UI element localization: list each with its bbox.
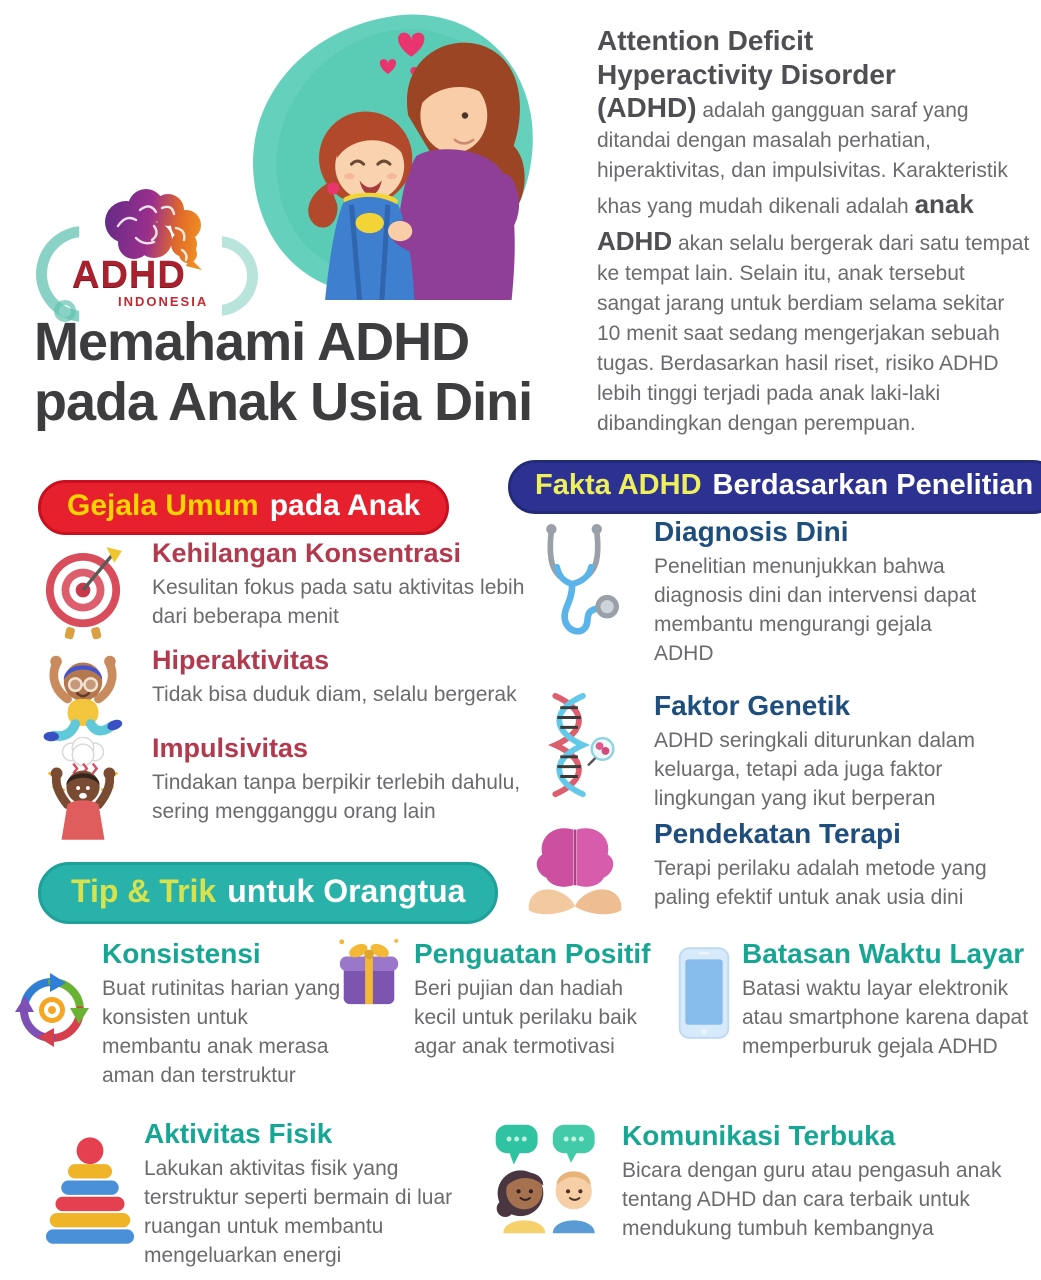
dna-icon [518,690,632,804]
section-badge-gejala [38,480,449,535]
fakta-item-diagnosis [518,516,984,669]
tip-item-desc: Beri pujian dan hadiah kecil untuk perilaku baik agar anak termotivasi [414,977,637,1058]
fakta-item-genetik [518,690,1006,814]
intro-text2: akan selalu bergerak dari satu tempat ke tempat lain. Selain itu, anak tersebut sangat jarang untuk berdiam selama sekitar 10 menit saat sedang mengerjakan sebuah tugas. Berdasarkan hasil riset, risiko ADHD lebih tinggi terjadi pada anak laki-laki dibandingkan dengan perempuan. [597,231,1030,435]
logo-subname: INDONESIA [118,294,209,309]
gift-icon [334,936,404,1013]
badge-fakta-highlight: Fakta ADHD [535,469,702,501]
mother-child-illustration [246,4,540,300]
fakta-item-title: Faktor Genetik [654,690,851,721]
page-title-line2: pada Anak Usia Dini [34,372,533,433]
intro-bold-line1: Attention Deficit [597,25,814,56]
tip-item-penguatan [414,938,668,1062]
tip-item-desc: Lakukan aktivitas fisik yang terstruktur seperti bermain di luar ruangan untuk membantu mengeluarkan energi [144,1157,453,1267]
gejala-item-title: Impulsivitas [152,733,309,763]
brain-hands-icon [518,818,632,918]
intro-bold-line2: Hyperactivity Disorder [597,58,896,90]
section-badge-tips [38,862,498,924]
intro-bold-inline: anak ADHD [597,188,974,256]
tip-item-aktivitas-fisik [144,1118,476,1271]
tip-item-komunikasi [622,1120,1041,1244]
fakta-item-title: Diagnosis Dini [654,516,849,547]
gejala-item-title: Hiperaktivitas [152,645,330,675]
impulsive-child-icon [40,737,126,841]
page-title [34,312,532,433]
children-talking-icon [490,1122,608,1239]
tip-item-desc: Bicara dengan guru atau pengasuh anak tentang ADHD dan cara terbaik untuk mendukung tumbuh kembangnya [622,1159,1002,1240]
tip-item-title: Aktivitas Fisik [144,1118,333,1149]
gejala-item-desc: Kesulitan fokus pada satu aktivitas lebih dari beberapa menit [152,576,525,628]
gejala-item-impulsivitas [40,733,562,841]
tip-item-title: Konsistensi [102,938,261,969]
badge-tips-highlight: Tip & Trik [71,873,217,909]
fakta-item-desc: Terapi perilaku adalah metode yang paling efektif untuk anak usia dini [654,857,987,909]
fakta-item-terapi [518,818,1006,918]
intro-text1: adalah gangguan saraf yang ditandai dengan masalah perhatian, hiperaktivitas, dan impulsivitas. Karakteristik khas yang mudah dikenali adalah [597,99,1008,218]
badge-gejala-highlight: Gejala Umum [67,489,259,522]
adhd-indonesia-logo [30,178,245,323]
tip-item-batasan-layar [742,938,1041,1062]
badge-fakta-rest: Berdasarkan Penelitian [712,469,1034,501]
target-icon [40,542,126,644]
fakta-item-desc: Penelitian menunjukkan bahwa diagnosis dini dan intervensi dapat membantu mengurangi gejala ADHD [654,555,977,665]
section-badge-fakta [508,460,1041,514]
cycle-arrows-icon [12,970,92,1055]
gejala-item-konsentrasi [40,538,544,644]
tip-item-desc: Buat rutinitas harian yang konsisten untuk membantu anak merasa aman dan terstruktur [102,977,341,1087]
tip-item-title: Batasan Waktu Layar [742,938,1025,969]
badge-gejala-rest: pada Anak [269,489,421,522]
intro-bold-line3: (ADHD) [597,92,697,124]
tip-item-title: Penguatan Positif [414,938,651,969]
gejala-item-title: Kehilangan Konsentrasi [152,538,462,568]
gejala-item-desc: Tindakan tanpa berpikir terlebih dahulu, sering mengganggu orang lain [152,771,521,823]
mother-child-hug-icon [246,4,540,300]
gejala-item-desc: Tidak bisa duduk diam, selalu bergerak [152,683,517,706]
stethoscope-icon [518,516,632,652]
badge-tips-rest: untuk Orangtua [227,873,466,909]
tip-item-konsistensi [102,938,342,1091]
stacking-rings-toy-icon [44,1136,136,1251]
tip-item-desc: Batasi waktu layar elektronik atau smartphone karena dapat memperburuk gejala ADHD [742,977,1029,1058]
page-title-line1: Memahami ADHD [34,312,470,372]
fakta-item-desc: ADHD seringkali diturunkan dalam keluarga, tetapi ada juga faktor lingkungan yang ikut berperan [654,729,975,810]
smartphone-icon [676,946,732,1045]
logo-name: ADHD [72,254,186,296]
tip-item-title: Komunikasi Terbuka [622,1120,896,1151]
fakta-item-title: Pendekatan Terapi [654,818,901,849]
intro-paragraph [597,24,1033,438]
